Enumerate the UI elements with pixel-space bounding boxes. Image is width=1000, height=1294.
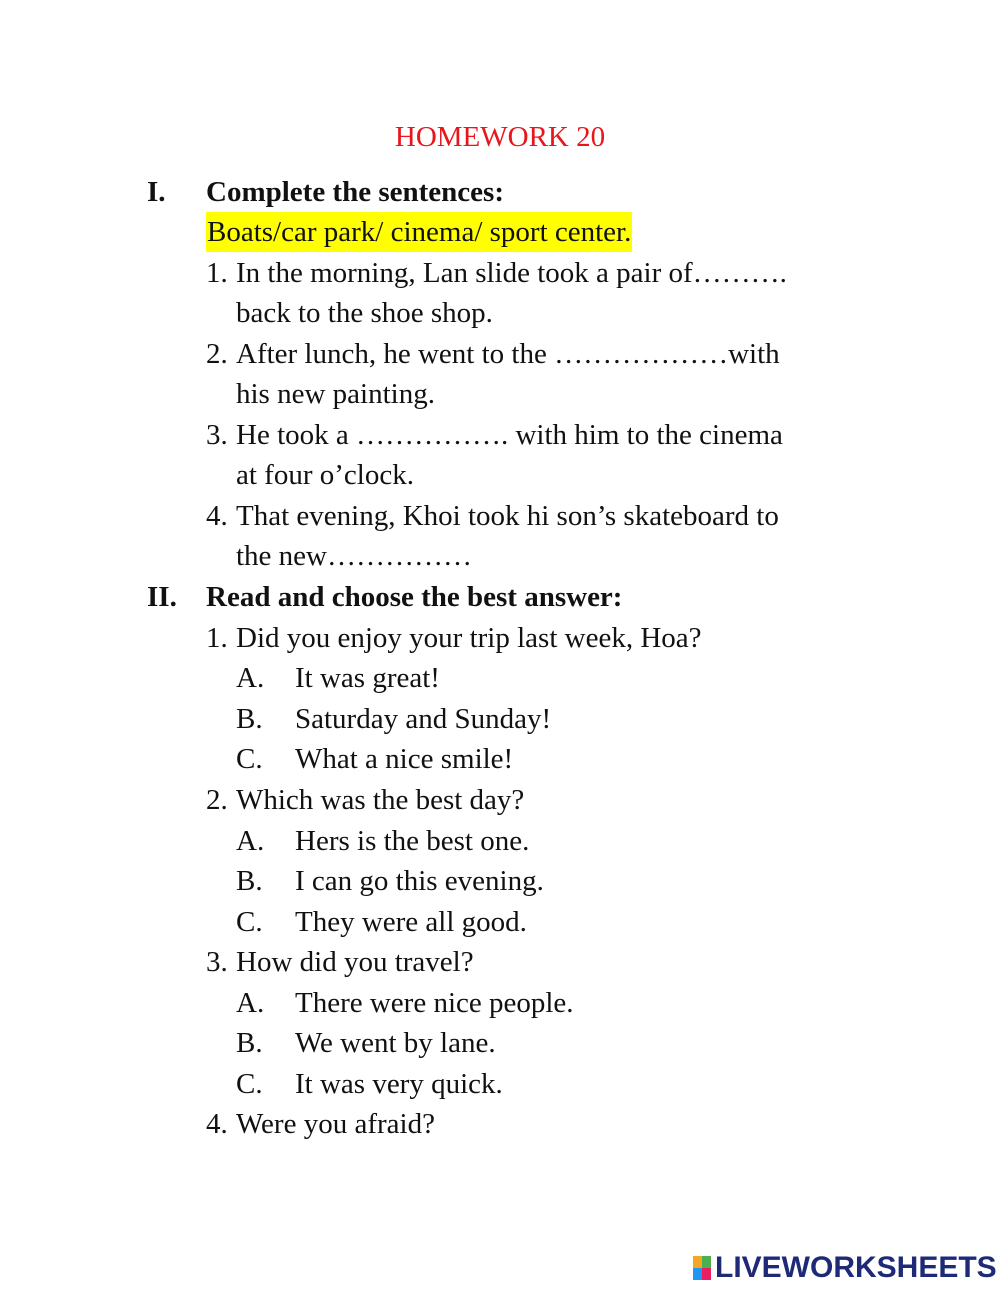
section-2-numeral: II. xyxy=(147,581,177,613)
option-letter: C. xyxy=(236,1068,263,1100)
liveworksheets-logo xyxy=(693,1252,997,1284)
option-text: There were nice people. xyxy=(295,987,574,1019)
item-number: 1. xyxy=(206,257,228,289)
section-1-numeral: I. xyxy=(147,176,166,208)
page-title: HOMEWORK 20 xyxy=(394,121,606,153)
item-number: 3. xyxy=(206,419,228,451)
section-2-heading: Read and choose the best answer: xyxy=(206,581,623,613)
logo-text: LIVEWORKSHEETS xyxy=(715,1251,997,1284)
question-text: Did you enjoy your trip last week, Hoa? xyxy=(236,622,702,654)
item-text-line: After lunch, he went to the ………………with xyxy=(236,338,780,370)
option-letter: A. xyxy=(236,825,265,857)
question-number: 1. xyxy=(206,622,228,654)
option-letter: A. xyxy=(236,662,265,694)
question-text: Were you afraid? xyxy=(236,1108,435,1140)
question-text: Which was the best day? xyxy=(236,784,525,816)
option-text: It was great! xyxy=(295,662,440,694)
question-number: 3. xyxy=(206,946,228,978)
item-text-line: He took a ……………. with him to the cinema xyxy=(236,419,783,451)
option-text: I can go this evening. xyxy=(295,865,544,897)
option-text: What a nice smile! xyxy=(295,743,514,775)
option-letter: C. xyxy=(236,743,263,775)
item-text-line: back to the shoe shop. xyxy=(236,297,493,329)
option-text: We went by lane. xyxy=(295,1027,496,1059)
section-1-heading: Complete the sentences: xyxy=(206,176,504,208)
question-number: 2. xyxy=(206,784,228,816)
option-letter: B. xyxy=(236,703,263,735)
item-text-line: at four o’clock. xyxy=(236,459,414,491)
item-text-line: That evening, Khoi took hi son’s skateboard to xyxy=(236,500,779,532)
item-number: 4. xyxy=(206,500,228,532)
option-letter: C. xyxy=(236,906,263,938)
option-text: They were all good. xyxy=(295,906,527,938)
word-bank: Boats/car park/ cinema/ sport center. xyxy=(206,212,632,252)
item-text-line: the new…………… xyxy=(236,540,472,572)
logo-blocks-icon xyxy=(693,1256,711,1280)
option-text: Hers is the best one. xyxy=(295,825,530,857)
option-letter: B. xyxy=(236,865,263,897)
option-letter: B. xyxy=(236,1027,263,1059)
item-text-line: his new painting. xyxy=(236,378,435,410)
option-text: It was very quick. xyxy=(295,1068,503,1100)
question-number: 4. xyxy=(206,1108,228,1140)
question-text: How did you travel? xyxy=(236,946,474,978)
item-number: 2. xyxy=(206,338,228,370)
option-letter: A. xyxy=(236,987,265,1019)
item-text-line: In the morning, Lan slide took a pair of………. xyxy=(236,257,787,289)
option-text: Saturday and Sunday! xyxy=(295,703,552,735)
